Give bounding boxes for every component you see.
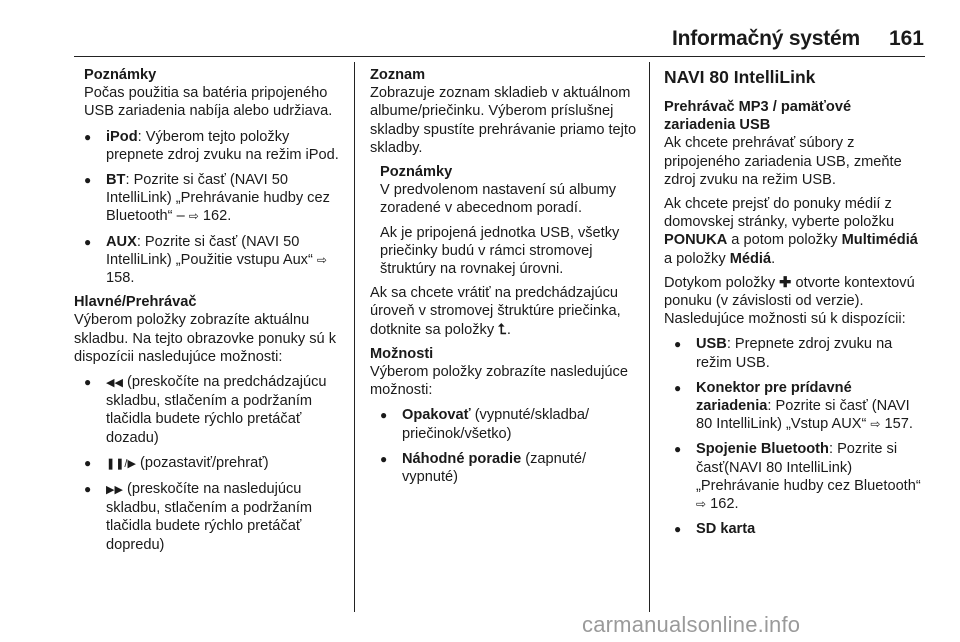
note-box (370, 163, 638, 278)
list-item (664, 440, 926, 513)
note-heading: Poznámky (84, 67, 157, 83)
section-title: NAVI 80 IntelliLink (664, 67, 816, 87)
text-span: a položky (664, 250, 730, 267)
column-divider-2 (649, 62, 650, 612)
rewind-icon: ◀◀ (106, 377, 123, 390)
item-term: Náhodné poradie (402, 450, 522, 467)
section-text: Ak chcete prehrávať súbory z pripojeného zariadenia USB, zmeňte zdroj zvuku na režim USB. (664, 135, 902, 188)
item-term: AUX (106, 233, 137, 250)
item-term: Spojenie Bluetooth (696, 441, 829, 458)
note-text: Ak je pripojená jednotka USB, všetky priečinky budú v rámci stromovej štruktúry na rovnakej úrovni. (380, 224, 620, 278)
item-text: (pozastaviť/prehrať) (135, 454, 269, 471)
page-ref-icon: ⇨ (696, 497, 707, 512)
list-item (74, 454, 344, 473)
plus-icon: ✚ (779, 274, 792, 291)
section-text: Výberom položky zobrazíte aktuálnu skladbu. Na tejto obrazovke ponuky sú k dispozícii nasledujúce možnosti: (74, 312, 337, 365)
page-ref: 158. (106, 270, 135, 287)
page-header (672, 27, 924, 53)
item-text: : Pozrite si časť (NAVI 50 IntelliLink) „Prehrávanie hudby cez Bluetooth“ – (106, 172, 330, 225)
item-term: BT (106, 172, 126, 189)
item-text: (vypnuté/skladba/ priečinok/všetko) (402, 407, 590, 442)
fast-forward-icon: ▶▶ (106, 484, 123, 497)
item-term: USB (696, 336, 727, 353)
text-span: . (771, 250, 776, 267)
menu-term: Médiá (729, 250, 772, 267)
list-item (664, 335, 926, 371)
list-item (370, 450, 638, 486)
options-list (370, 406, 638, 486)
page-ref: 162. (710, 496, 739, 513)
page-ref-icon: ⇨ (188, 209, 199, 224)
note-heading: Poznámky (380, 164, 453, 181)
list-item (74, 128, 344, 164)
item-text: : Pozrite si časť(NAVI 80 IntelliLink) „Prehrávanie hudby cez Bluetooth“ (696, 441, 921, 494)
column-2 (370, 66, 638, 486)
column-1 (74, 66, 344, 554)
item-text: : Výberom tejto položky prepnete zdroj zvuku na režim iPod. (106, 128, 339, 163)
item-text: (zapnuté/ vypnuté) (402, 450, 587, 486)
section-text (664, 274, 926, 329)
note-text: V predvolenom nastavení sú albumy zoradené v abecednom poradí. (380, 182, 617, 217)
list-item (74, 171, 344, 226)
section-text: Zobrazuje zoznam skladieb v aktuálnom albume/priečinku. Výberom príslušnej skladby spustíte prehrávanie priamo tejto skladby. (370, 85, 637, 156)
play-pause-icon: ❚❚/▶ (106, 457, 136, 470)
text-span: otvorte kontextovú ponuku (v závislosti od verzie). Nasledujúce možnosti sú k dispozícii: (664, 274, 915, 328)
item-text: (preskočíte na nasledujúcu skladbu, stlačením a podržaním tlačidla budete rýchlo pretáčať dopredu) (106, 481, 313, 553)
text-span: a potom položky (727, 232, 842, 249)
menu-term: PONUKA (664, 232, 728, 249)
note-text: Počas použitia sa batéria pripojeného USB zariadenia nabíja alebo udržiava. (84, 85, 333, 120)
section-text: Výberom položky zobrazíte nasledujúce možnosti: (370, 364, 628, 399)
item-term: Opakovať (402, 407, 471, 424)
list-item (370, 406, 638, 442)
item-text: : Prepnete zdroj zvuku na režim USB. (696, 336, 893, 371)
source-list (74, 128, 344, 288)
list-item (74, 373, 344, 447)
section-heading: Prehrávač MP3 / pamäťové zariadenia USB (664, 99, 852, 134)
page-ref-icon: ⇨ (316, 252, 327, 267)
item-term: SD karta (696, 521, 756, 538)
watermark: carmanualsonline.info (582, 612, 801, 637)
item-text: (preskočíte na predchádzajúcu skladbu, stlačením a podržaním tlačidla budete rýchlo pretáčať dozadu) (106, 374, 327, 446)
back-icon: ⮤ (498, 321, 507, 338)
player-controls-list (74, 373, 344, 554)
back-instruction (370, 284, 638, 339)
list-item (664, 520, 926, 538)
menu-term: Multimédiá (841, 232, 918, 249)
context-options-list (664, 335, 926, 538)
item-term: iPod (106, 128, 138, 145)
section-heading: Možnosti (370, 345, 434, 362)
list-item (74, 233, 344, 288)
section-heading: Zoznam (370, 67, 426, 83)
section-text (664, 195, 926, 268)
page-ref-icon: ⇨ (870, 417, 881, 432)
section-heading: Hlavné/Prehrávač (74, 294, 197, 311)
page-ref: 157. (884, 416, 913, 433)
back-end: . (506, 321, 511, 338)
list-item (664, 379, 926, 434)
column-divider-1 (354, 62, 355, 612)
text-span: Dotykom položky (664, 274, 780, 291)
back-text: Ak sa chcete vrátiť na predchádzajúcu úroveň v stromovej štruktúre priečinka, dotknite sa položky (370, 285, 621, 338)
item-text: : Pozrite si časť (NAVI 50 IntelliLink) „Použitie vstupu Aux“ (106, 233, 317, 268)
page-number: 161 (888, 27, 924, 50)
item-term: Konektor pre prídavné zariadenia (696, 379, 852, 415)
list-item (74, 480, 344, 554)
item-text: : Pozrite si časť (NAVI 80 IntelliLink) „Vstup AUX“ (696, 398, 910, 433)
text-span: Ak chcete prejsť do ponuky médií z domovskej stránky, vyberte položku (664, 196, 895, 231)
column-3 (664, 66, 926, 538)
page-ref: 162. (202, 208, 232, 225)
note-box (74, 66, 344, 121)
header-rule (74, 56, 925, 57)
page-title: Informačný systém (672, 27, 861, 50)
